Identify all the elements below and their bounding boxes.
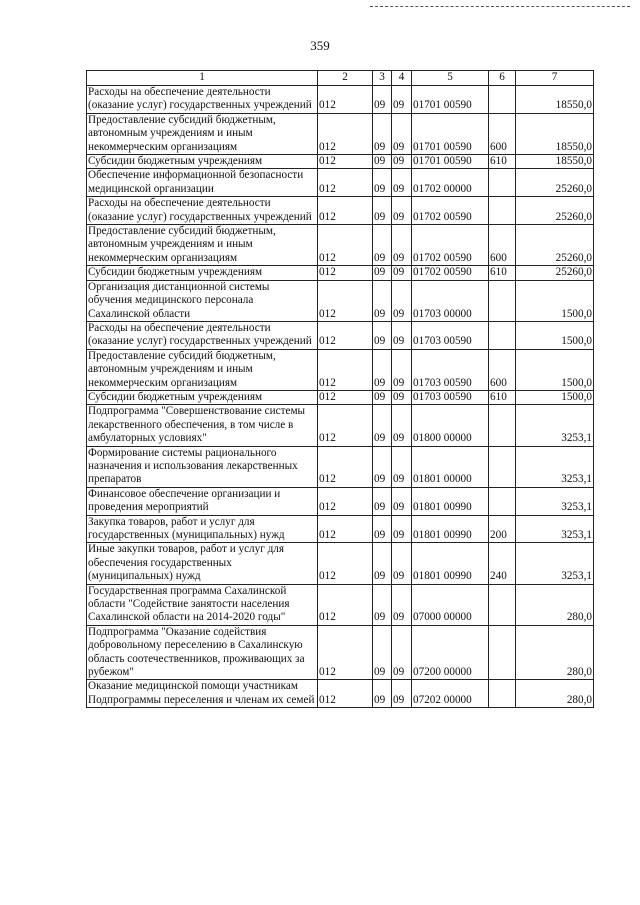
row-target-item: 07202 00000 bbox=[412, 680, 489, 708]
column-header-5: 5 bbox=[412, 71, 489, 86]
table-row bbox=[87, 584, 594, 625]
row-grbs: 012 bbox=[318, 113, 373, 154]
row-target-item: 01702 00000 bbox=[412, 169, 489, 197]
row-grbs: 012 bbox=[318, 680, 373, 708]
row-subsection: 09 bbox=[392, 543, 412, 584]
row-expense-type: 600 bbox=[489, 113, 516, 154]
row-target-item: 07000 00000 bbox=[412, 584, 489, 625]
row-grbs: 012 bbox=[318, 446, 373, 487]
row-name: Подпрограмма "Совершенствование системы лекарственного обеспечения, в том числе в амбулаторных условиях" bbox=[87, 405, 318, 446]
row-amount: 3253,1 bbox=[516, 543, 594, 584]
row-subsection: 09 bbox=[392, 197, 412, 225]
row-name: Расходы на обеспечение деятельности (оказание услуг) государственных учреждений bbox=[87, 86, 318, 114]
row-name: Иные закупки товаров, работ и услуг для обеспечения государственных (муниципальных) нужд bbox=[87, 543, 318, 584]
table-row bbox=[87, 169, 594, 197]
row-section: 09 bbox=[373, 169, 392, 197]
table-row bbox=[87, 680, 594, 708]
row-amount: 18550,0 bbox=[516, 113, 594, 154]
table-row bbox=[87, 155, 594, 169]
row-subsection: 09 bbox=[392, 487, 412, 515]
row-subsection: 09 bbox=[392, 625, 412, 680]
row-subsection: 09 bbox=[392, 155, 412, 169]
table-row bbox=[87, 446, 594, 487]
column-header-4: 4 bbox=[392, 71, 412, 86]
table-row bbox=[87, 390, 594, 404]
table-row bbox=[87, 113, 594, 154]
header-row bbox=[87, 71, 594, 86]
row-target-item: 01702 00590 bbox=[412, 197, 489, 225]
row-subsection: 09 bbox=[392, 113, 412, 154]
row-amount: 280,0 bbox=[516, 625, 594, 680]
row-expense-type: 600 bbox=[489, 225, 516, 266]
row-target-item: 01801 00990 bbox=[412, 515, 489, 543]
table-row bbox=[87, 321, 594, 349]
row-subsection: 09 bbox=[392, 584, 412, 625]
row-subsection: 09 bbox=[392, 405, 412, 446]
row-section: 09 bbox=[373, 390, 392, 404]
row-target-item: 01801 00990 bbox=[412, 487, 489, 515]
row-name: Финансовое обеспечение организации и проведения мероприятий bbox=[87, 487, 318, 515]
table-row bbox=[87, 515, 594, 543]
row-name: Подпрограмма "Оказание содействия добровольному переселению в Сахалинскую область соотечественников, проживающих за рубежом" bbox=[87, 625, 318, 680]
row-grbs: 012 bbox=[318, 584, 373, 625]
row-expense-type bbox=[489, 446, 516, 487]
row-grbs: 012 bbox=[318, 625, 373, 680]
row-section: 09 bbox=[373, 515, 392, 543]
row-target-item: 01701 00590 bbox=[412, 86, 489, 114]
row-grbs: 012 bbox=[318, 487, 373, 515]
column-header-7: 7 bbox=[516, 71, 594, 86]
row-expense-type: 610 bbox=[489, 155, 516, 169]
row-name: Формирование системы рационального назначения и использования лекарственных препаратов bbox=[87, 446, 318, 487]
budget-table bbox=[86, 70, 594, 708]
row-name: Оказание медицинской помощи участникам Подпрограммы переселения и членам их семей bbox=[87, 680, 318, 708]
row-expense-type: 600 bbox=[489, 349, 516, 390]
row-expense-type: 240 bbox=[489, 543, 516, 584]
row-target-item: 01701 00590 bbox=[412, 155, 489, 169]
row-subsection: 09 bbox=[392, 515, 412, 543]
row-section: 09 bbox=[373, 405, 392, 446]
table-row bbox=[87, 405, 594, 446]
row-expense-type bbox=[489, 584, 516, 625]
row-grbs: 012 bbox=[318, 86, 373, 114]
row-expense-type bbox=[489, 487, 516, 515]
row-grbs: 012 bbox=[318, 280, 373, 321]
row-amount: 1500,0 bbox=[516, 280, 594, 321]
row-section: 09 bbox=[373, 446, 392, 487]
table-row bbox=[87, 543, 594, 584]
row-amount: 3253,1 bbox=[516, 515, 594, 543]
row-grbs: 012 bbox=[318, 543, 373, 584]
table-row bbox=[87, 266, 594, 280]
row-section: 09 bbox=[373, 349, 392, 390]
row-name: Обеспечение информационной безопасности медицинской организации bbox=[87, 169, 318, 197]
row-amount: 280,0 bbox=[516, 680, 594, 708]
row-section: 09 bbox=[373, 225, 392, 266]
row-expense-type bbox=[489, 405, 516, 446]
row-target-item: 01702 00590 bbox=[412, 266, 489, 280]
row-name: Субсидии бюджетным учреждениям bbox=[87, 390, 318, 404]
row-name: Организация дистанционной системы обучения медицинского персонала Сахалинской области bbox=[87, 280, 318, 321]
row-subsection: 09 bbox=[392, 446, 412, 487]
column-header-2: 2 bbox=[318, 71, 373, 86]
column-header-1: 1 bbox=[87, 71, 318, 86]
row-expense-type bbox=[489, 169, 516, 197]
row-amount: 18550,0 bbox=[516, 86, 594, 114]
row-grbs: 012 bbox=[318, 321, 373, 349]
table-row bbox=[87, 225, 594, 266]
row-target-item: 01800 00000 bbox=[412, 405, 489, 446]
row-subsection: 09 bbox=[392, 169, 412, 197]
row-grbs: 012 bbox=[318, 405, 373, 446]
row-grbs: 012 bbox=[318, 266, 373, 280]
row-section: 09 bbox=[373, 487, 392, 515]
top-rule bbox=[370, 6, 630, 7]
page-number: 359 bbox=[310, 38, 330, 53]
row-amount: 3253,1 bbox=[516, 446, 594, 487]
row-subsection: 09 bbox=[392, 86, 412, 114]
row-subsection: 09 bbox=[392, 266, 412, 280]
row-target-item: 01701 00590 bbox=[412, 113, 489, 154]
row-section: 09 bbox=[373, 321, 392, 349]
row-expense-type: 610 bbox=[489, 266, 516, 280]
row-amount: 3253,1 bbox=[516, 487, 594, 515]
row-amount: 25260,0 bbox=[516, 197, 594, 225]
row-amount: 1500,0 bbox=[516, 390, 594, 404]
table-row bbox=[87, 197, 594, 225]
row-expense-type: 200 bbox=[489, 515, 516, 543]
row-name: Государственная программа Сахалинской области "Содействие занятости населения Сахалинской области на 2014-2020 годы" bbox=[87, 584, 318, 625]
row-grbs: 012 bbox=[318, 225, 373, 266]
row-amount: 1500,0 bbox=[516, 321, 594, 349]
row-name: Расходы на обеспечение деятельности (оказание услуг) государственных учреждений bbox=[87, 321, 318, 349]
row-expense-type bbox=[489, 86, 516, 114]
row-section: 09 bbox=[373, 584, 392, 625]
row-section: 09 bbox=[373, 680, 392, 708]
row-expense-type bbox=[489, 321, 516, 349]
row-expense-type: 610 bbox=[489, 390, 516, 404]
row-section: 09 bbox=[373, 625, 392, 680]
row-expense-type bbox=[489, 197, 516, 225]
row-amount: 3253,1 bbox=[516, 405, 594, 446]
table-row bbox=[87, 349, 594, 390]
row-subsection: 09 bbox=[392, 349, 412, 390]
row-target-item: 01702 00590 bbox=[412, 225, 489, 266]
row-name: Субсидии бюджетным учреждениям bbox=[87, 155, 318, 169]
row-grbs: 012 bbox=[318, 349, 373, 390]
row-amount: 25260,0 bbox=[516, 225, 594, 266]
row-amount: 1500,0 bbox=[516, 349, 594, 390]
row-expense-type bbox=[489, 280, 516, 321]
row-section: 09 bbox=[373, 197, 392, 225]
row-target-item: 01801 00990 bbox=[412, 543, 489, 584]
row-amount: 25260,0 bbox=[516, 169, 594, 197]
row-name: Предоставление субсидий бюджетным, автономным учреждениям и иным некоммерческим организациям bbox=[87, 349, 318, 390]
table-row bbox=[87, 280, 594, 321]
row-name: Предоставление субсидий бюджетным, автономным учреждениям и иным некоммерческим организациям bbox=[87, 225, 318, 266]
row-section: 09 bbox=[373, 86, 392, 114]
row-grbs: 012 bbox=[318, 515, 373, 543]
row-subsection: 09 bbox=[392, 680, 412, 708]
row-target-item: 01703 00590 bbox=[412, 321, 489, 349]
row-amount: 25260,0 bbox=[516, 266, 594, 280]
row-amount: 18550,0 bbox=[516, 155, 594, 169]
column-header-6: 6 bbox=[489, 71, 516, 86]
row-grbs: 012 bbox=[318, 169, 373, 197]
table-row bbox=[87, 487, 594, 515]
table-row bbox=[87, 86, 594, 114]
row-grbs: 012 bbox=[318, 197, 373, 225]
row-name: Закупка товаров, работ и услуг для государственных (муниципальных) нужд bbox=[87, 515, 318, 543]
row-target-item: 01703 00590 bbox=[412, 349, 489, 390]
row-section: 09 bbox=[373, 543, 392, 584]
table-row bbox=[87, 625, 594, 680]
row-target-item: 07200 00000 bbox=[412, 625, 489, 680]
row-target-item: 01703 00000 bbox=[412, 280, 489, 321]
row-section: 09 bbox=[373, 280, 392, 321]
row-target-item: 01703 00590 bbox=[412, 390, 489, 404]
row-subsection: 09 bbox=[392, 225, 412, 266]
row-grbs: 012 bbox=[318, 390, 373, 404]
row-subsection: 09 bbox=[392, 390, 412, 404]
row-grbs: 012 bbox=[318, 155, 373, 169]
row-amount: 280,0 bbox=[516, 584, 594, 625]
row-target-item: 01801 00000 bbox=[412, 446, 489, 487]
row-section: 09 bbox=[373, 155, 392, 169]
row-name: Предоставление субсидий бюджетным, автономным учреждениям и иным некоммерческим организациям bbox=[87, 113, 318, 154]
row-section: 09 bbox=[373, 113, 392, 154]
row-expense-type bbox=[489, 625, 516, 680]
column-header-3: 3 bbox=[373, 71, 392, 86]
row-section: 09 bbox=[373, 266, 392, 280]
row-name: Расходы на обеспечение деятельности (оказание услуг) государственных учреждений bbox=[87, 197, 318, 225]
row-subsection: 09 bbox=[392, 321, 412, 349]
row-name: Субсидии бюджетным учреждениям bbox=[87, 266, 318, 280]
row-expense-type bbox=[489, 680, 516, 708]
row-subsection: 09 bbox=[392, 280, 412, 321]
